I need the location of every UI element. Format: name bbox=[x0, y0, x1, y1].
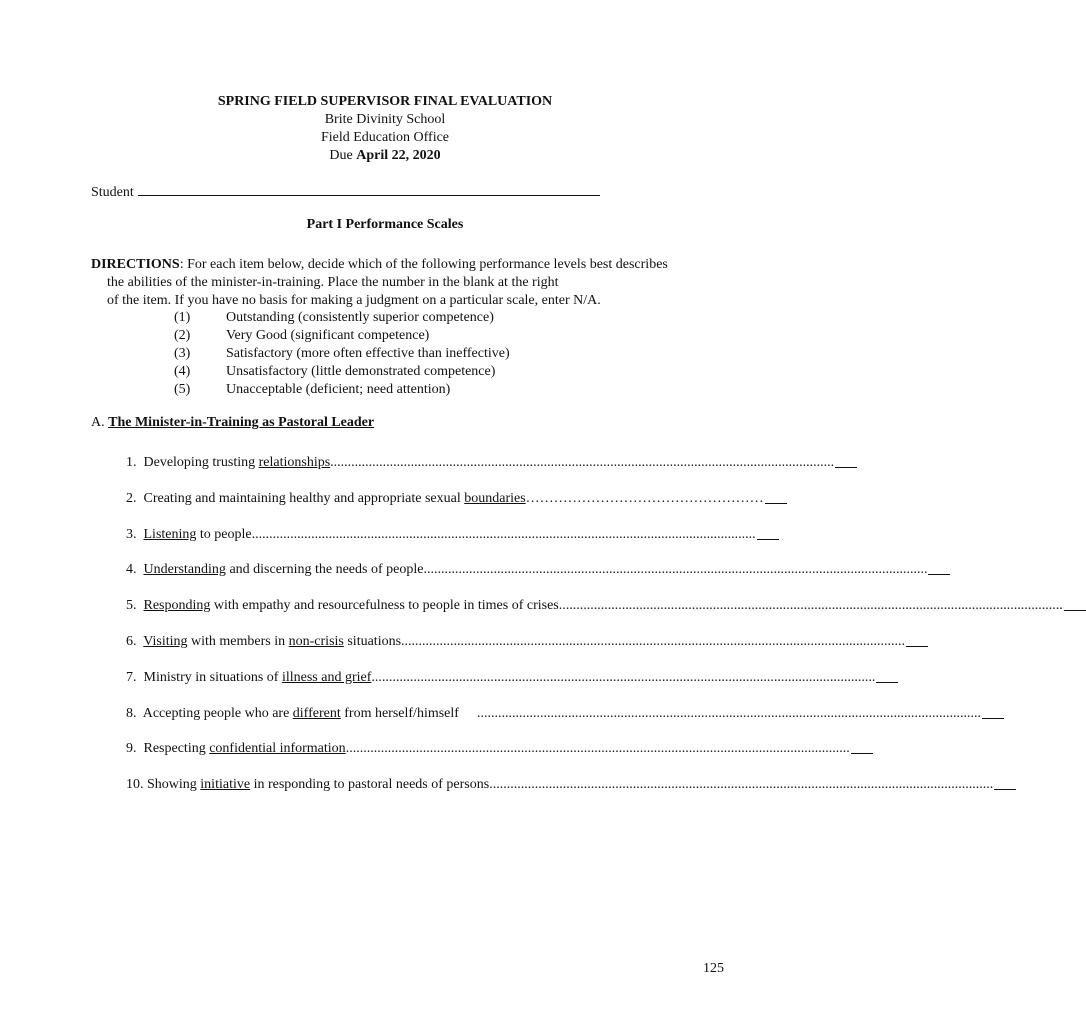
rating-blank[interactable] bbox=[757, 526, 779, 540]
item-number: 8. bbox=[126, 705, 137, 721]
student-field bbox=[91, 183, 600, 202]
dot-leader: ................................................................................................................................................ bbox=[489, 777, 994, 793]
scale-row bbox=[174, 309, 510, 327]
item-text: with members in bbox=[187, 633, 289, 649]
rating-blank[interactable] bbox=[994, 776, 1016, 790]
item-keyword: different bbox=[292, 705, 341, 721]
list-item bbox=[126, 633, 906, 651]
student-blank[interactable] bbox=[138, 183, 600, 196]
item-number: 6. bbox=[126, 633, 137, 649]
item-keyword: confidential information bbox=[209, 741, 346, 757]
list-item bbox=[126, 526, 756, 544]
list-item bbox=[126, 776, 994, 794]
scale-number: (2) bbox=[174, 328, 191, 343]
rating-blank[interactable] bbox=[851, 740, 873, 754]
item-text: in responding to pastoral needs of persons bbox=[250, 777, 490, 793]
document-header bbox=[0, 93, 770, 165]
dot-leader: ................................................................................................................................................ bbox=[330, 455, 835, 470]
item-number: 4. bbox=[126, 562, 137, 578]
item-text: Creating and maintaining healthy and appropriate sexual bbox=[143, 490, 465, 506]
dot-leader: ................................................................................................................................................ bbox=[476, 705, 981, 721]
scale-text: Satisfactory (more often effective than ineffective) bbox=[226, 346, 510, 361]
rating-blank[interactable] bbox=[982, 705, 1004, 719]
rating-blank[interactable] bbox=[928, 561, 950, 575]
scale-number: (4) bbox=[174, 364, 191, 379]
rating-blank[interactable] bbox=[876, 669, 898, 683]
item-number: 3. bbox=[126, 526, 137, 542]
rating-blank[interactable] bbox=[906, 633, 928, 647]
due-prefix: Due bbox=[329, 148, 357, 163]
scale-row bbox=[174, 345, 510, 363]
rating-blank[interactable] bbox=[765, 490, 787, 504]
list-item bbox=[126, 740, 850, 758]
list-item bbox=[126, 705, 981, 723]
section-a-prefix: A. bbox=[91, 415, 109, 430]
evaluation-items bbox=[126, 454, 1063, 812]
page-number: 125 bbox=[703, 961, 724, 976]
scale-text: Outstanding (consistently superior competence) bbox=[226, 310, 494, 325]
scale-number: (3) bbox=[174, 346, 191, 361]
section-a-heading bbox=[91, 414, 374, 432]
directions-line-3: of the item. If you have no basis for making a judgment on a particular scale, enter N/A. bbox=[107, 293, 601, 308]
performance-scale bbox=[174, 309, 510, 399]
due-date-line bbox=[0, 147, 770, 165]
dot-leader: ................................................................................................................................................ bbox=[345, 741, 850, 757]
dot-leader: ................................................................................................................................................ bbox=[558, 598, 1063, 614]
item-number: 2. bbox=[126, 490, 137, 506]
scale-text: Unacceptable (deficient; need attention) bbox=[226, 382, 451, 397]
section-a-title: The Minister-in-Training as Pastoral Leader bbox=[108, 415, 375, 430]
list-item bbox=[126, 669, 876, 687]
list-item bbox=[126, 490, 764, 508]
item-keyword: Understanding bbox=[143, 562, 226, 578]
directions-line-1: : For each item below, decide which of the following performance levels best describes bbox=[179, 257, 668, 272]
item-keyword: illness and grief bbox=[281, 669, 372, 685]
item-text: Ministry in situations of bbox=[143, 669, 282, 685]
dot-leader: ................................................................................................................................................ bbox=[251, 526, 756, 542]
scale-text: Unsatisfactory (little demonstrated competence) bbox=[226, 364, 496, 379]
directions-line-2: the abilities of the minister-in-training. Place the number in the blank at the right bbox=[107, 275, 559, 290]
school-name: Brite Divinity School bbox=[324, 112, 446, 127]
item-keyword: relationships bbox=[258, 455, 331, 470]
scale-row bbox=[174, 363, 510, 381]
item-keyword: Responding bbox=[143, 598, 211, 614]
dot-leader: ................................................................................................................................................ bbox=[371, 669, 876, 685]
directions-label: DIRECTIONS bbox=[91, 257, 180, 272]
item-number: 1. bbox=[126, 455, 137, 470]
item-text: Developing trusting bbox=[143, 455, 259, 470]
item-keyword: initiative bbox=[200, 777, 251, 793]
item-keyword: boundaries bbox=[464, 490, 526, 506]
part-title: Part I Performance Scales bbox=[306, 217, 464, 232]
item-text: situations bbox=[343, 633, 402, 649]
scale-row bbox=[174, 327, 510, 345]
item-text: to people bbox=[196, 526, 252, 542]
item-text: and discerning the needs of people bbox=[225, 562, 424, 578]
rating-blank[interactable] bbox=[835, 454, 857, 468]
scale-row bbox=[174, 381, 510, 399]
item-number: 10. bbox=[126, 777, 144, 793]
list-item bbox=[126, 561, 928, 579]
item-text: from herself/himself bbox=[340, 705, 459, 721]
item-number: 7. bbox=[126, 669, 137, 685]
rating-blank[interactable] bbox=[1064, 597, 1086, 611]
item-keyword: non-crisis bbox=[288, 633, 344, 649]
dot-leader: …………………………………………… bbox=[525, 490, 764, 506]
scale-number: (1) bbox=[174, 310, 191, 325]
office-name: Field Education Office bbox=[320, 130, 450, 145]
due-date: April 22, 2020 bbox=[356, 148, 441, 163]
dot-leader: ................................................................................................................................................ bbox=[401, 633, 906, 649]
item-keyword: Listening bbox=[143, 526, 197, 542]
item-number: 9. bbox=[126, 741, 137, 757]
scale-text: Very Good (significant competence) bbox=[226, 328, 430, 343]
directions bbox=[91, 256, 731, 310]
scale-number: (5) bbox=[174, 382, 191, 397]
list-item bbox=[126, 454, 835, 472]
item-keyword: Visiting bbox=[143, 633, 188, 649]
dot-leader: ................................................................................................................................................ bbox=[423, 562, 928, 578]
document-title: SPRING FIELD SUPERVISOR FINAL EVALUATION bbox=[217, 94, 553, 109]
item-text: with empathy and resourcefulness to people in times of crises bbox=[210, 598, 559, 614]
item-text: Showing bbox=[143, 777, 201, 793]
item-number: 5. bbox=[126, 598, 137, 614]
list-item bbox=[126, 597, 1063, 615]
item-text: Accepting people who are bbox=[142, 705, 293, 721]
student-label: Student bbox=[91, 185, 134, 200]
item-text: Respecting bbox=[143, 741, 210, 757]
